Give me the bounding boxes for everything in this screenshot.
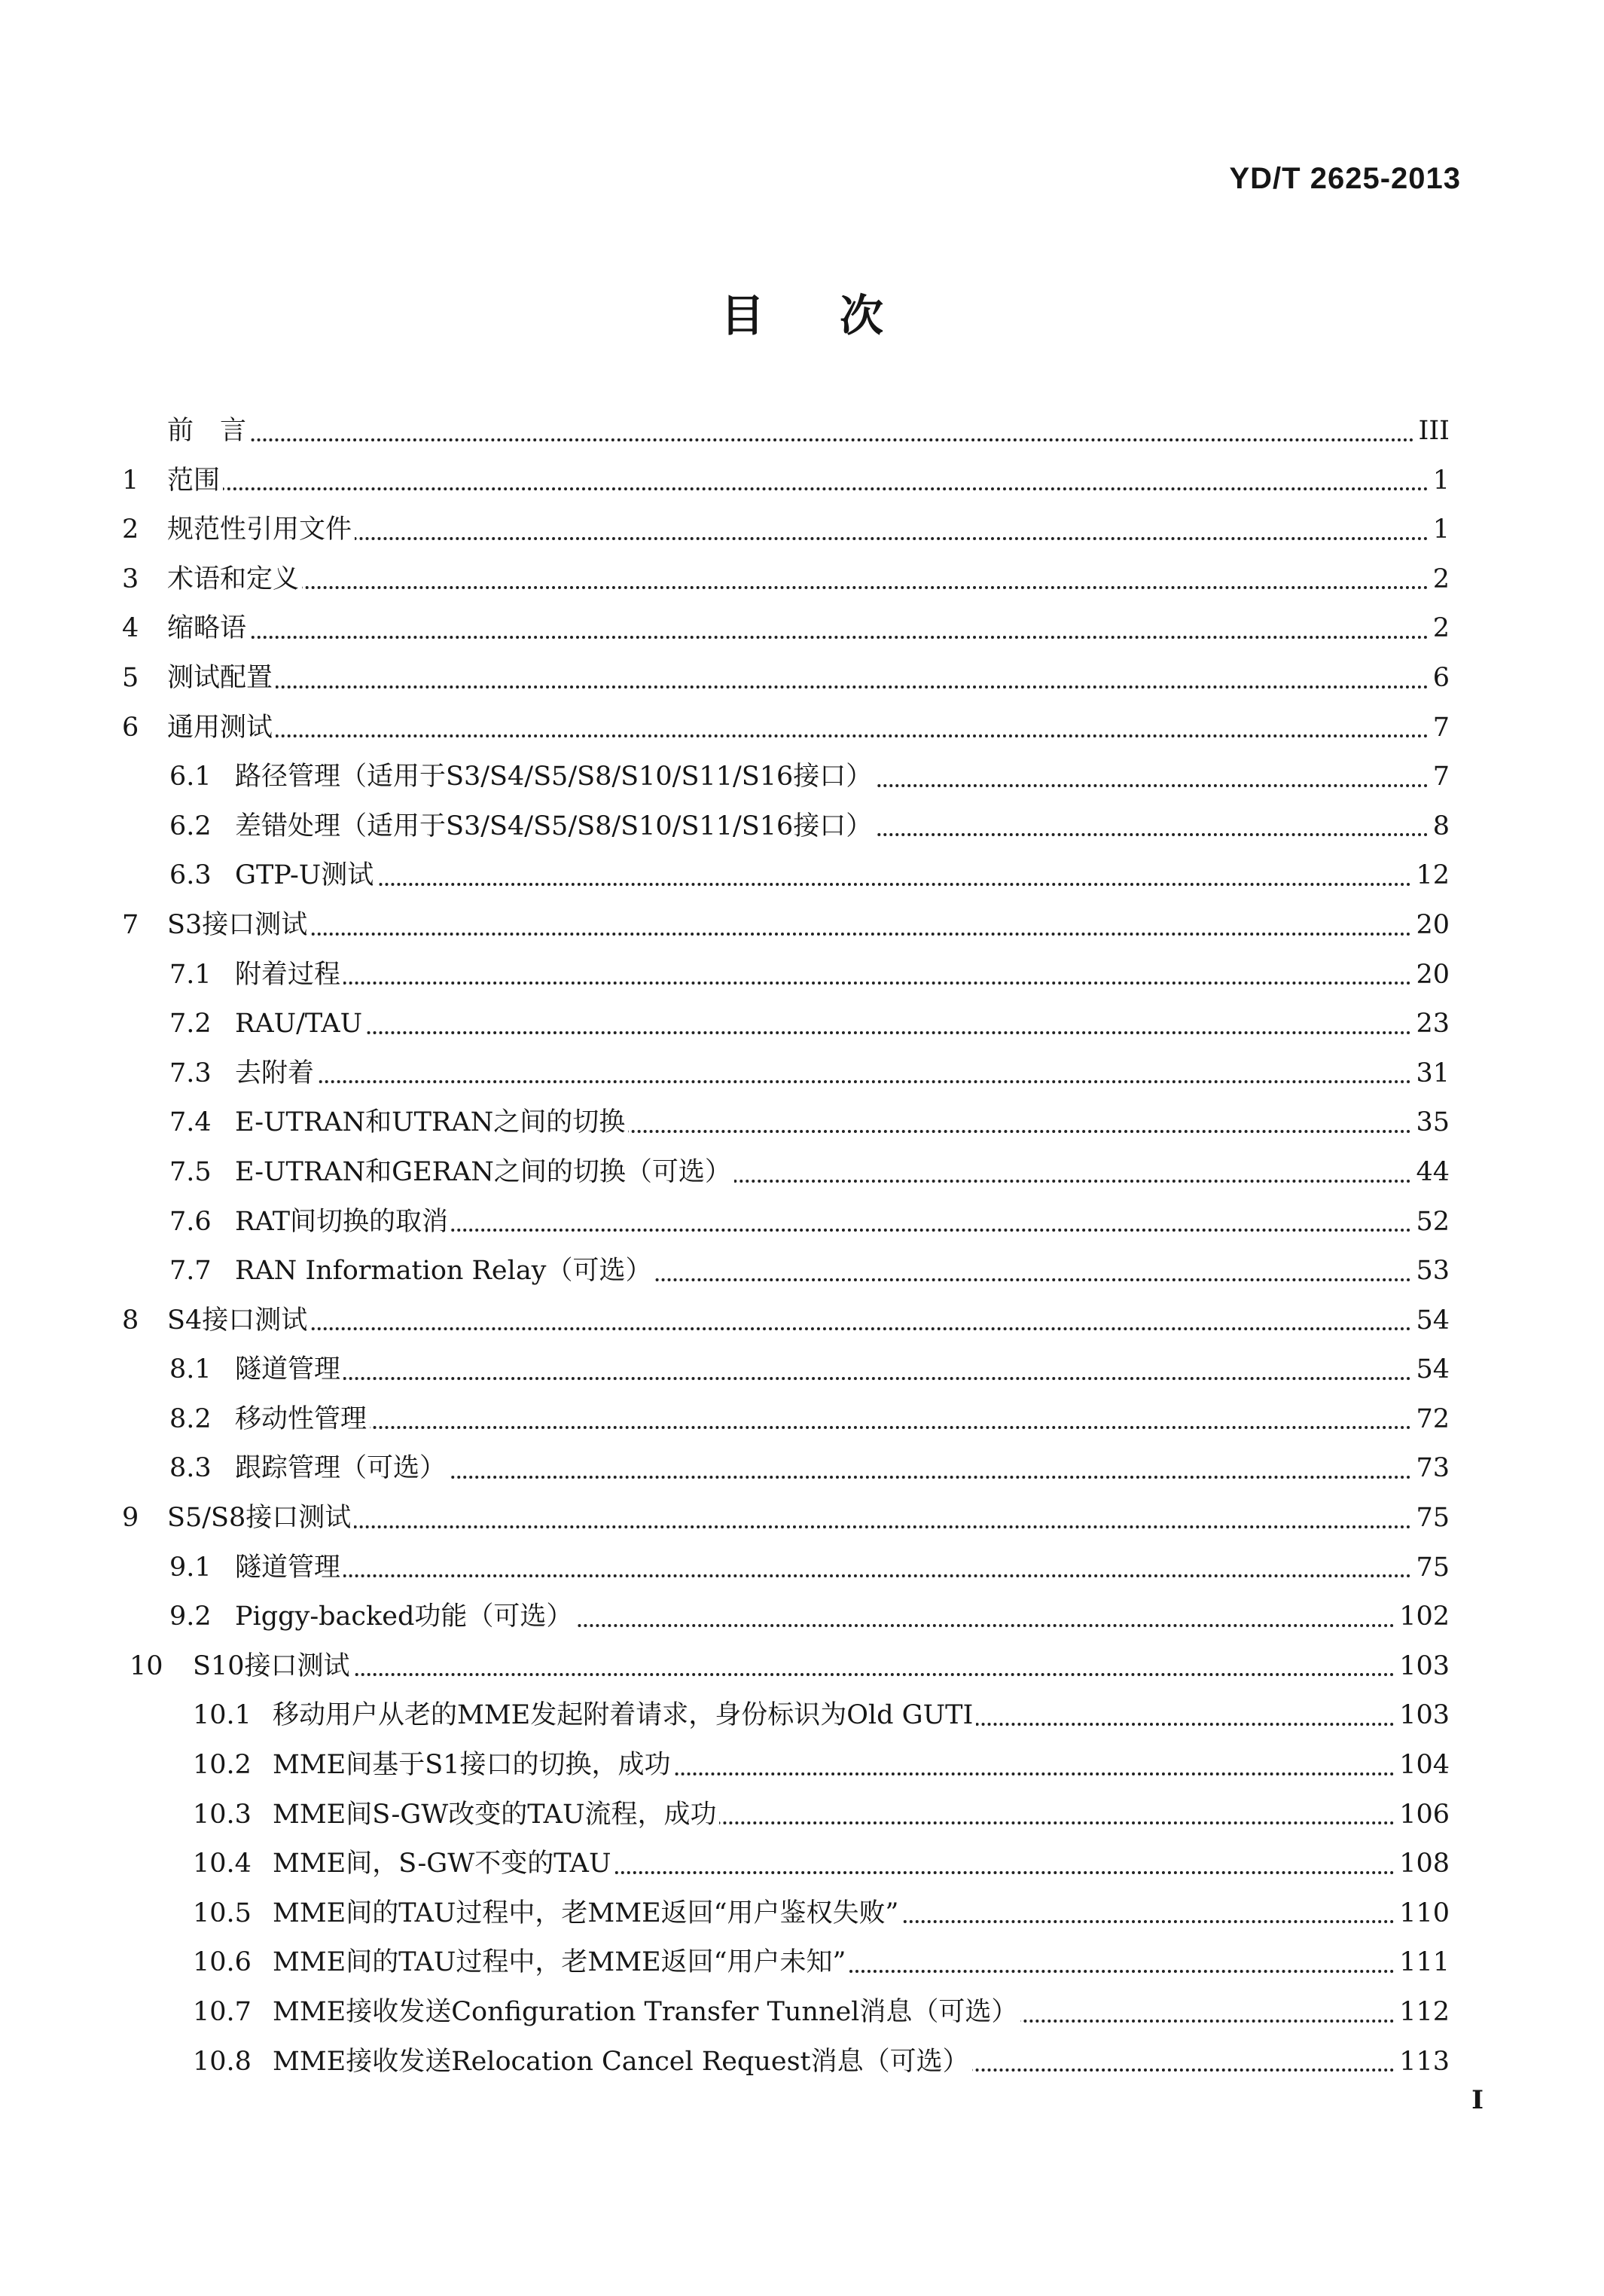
toc-entry-label: 缩略语 [167,613,249,643]
toc-entry-leader [167,901,1411,951]
toc-entry[interactable] [0,1049,1604,1099]
toc-entry-label: 差错处理（适用于S3/S4/S5/S8/S10/S11/S16接口） [235,811,875,841]
dot-leader [235,1080,1411,1083]
dot-leader [235,883,1411,886]
toc-entry-leader [235,1395,1411,1445]
toc-entry-number: 6 [122,712,139,743]
toc-entry-page: 20 [1413,951,1450,1000]
toc-entry-page: 7 [1430,704,1450,753]
toc-entry-page: 75 [1413,1543,1450,1593]
toc-entry-number: 9 [122,1503,139,1534]
toc-entry-number: 10.5 [193,1898,252,1928]
toc-entry-leader [273,1988,1395,2038]
toc-entry-label: S5/S8接口测试 [167,1503,354,1533]
toc-entry-page: 20 [1413,901,1450,951]
dot-leader [167,586,1429,589]
toc-entry-leader [235,1049,1411,1099]
toc-entry-leader [273,1791,1395,1840]
toc-entry-number: 5 [122,662,139,693]
toc-entry[interactable] [0,2038,1604,2087]
toc-entry-leader [273,1691,1395,1741]
toc-entry-leader [235,1444,1411,1494]
toc-entry[interactable] [0,851,1604,901]
toc-entry-label: E-UTRAN和UTRAN之间的切换 [235,1107,628,1137]
toc-entry-label: MME间，S-GW不变的TAU [273,1849,614,1879]
dot-leader [167,438,1414,441]
toc-entry-page: 103 [1396,1691,1450,1741]
toc-entry-number: 6.2 [169,811,212,841]
toc-entry-label: 移动用户从老的MME发起附着请求，身份标识为Old GUTI [273,1700,976,1730]
toc-entry-page: 110 [1396,1889,1450,1939]
toc-entry[interactable] [0,1988,1604,2038]
toc-entry-number: 7.5 [169,1156,212,1187]
standard-code: YD/T 2625-2013 [1229,162,1461,195]
toc-entry[interactable] [0,1395,1604,1445]
toc-entry[interactable] [0,604,1604,654]
toc-entry[interactable] [0,456,1604,506]
toc-entry[interactable] [0,1840,1604,1889]
toc-entry-number: 7.6 [169,1206,212,1237]
dot-leader [235,982,1411,985]
toc-entry[interactable] [0,1000,1604,1049]
dot-leader [167,685,1429,688]
toc-entry[interactable] [0,1247,1604,1296]
toc-entry-page: 73 [1413,1444,1450,1494]
toc-entry-label: 规范性引用文件 [167,514,355,545]
toc-entry-leader [235,1247,1411,1296]
toc-entry[interactable] [0,951,1604,1000]
toc-entry-page: 72 [1413,1395,1450,1445]
toc-entry-page: 113 [1396,2038,1450,2087]
toc-entry-page: 31 [1413,1049,1450,1099]
toc-entry-label: 附着过程 [235,960,343,990]
toc-entry[interactable] [0,1198,1604,1247]
toc-entry-page: 108 [1396,1840,1450,1889]
toc-entry-label: GTP-U测试 [235,860,377,890]
toc-entry-leader [235,951,1411,1000]
toc-entry[interactable] [0,1345,1604,1395]
toc-entry-number: 8.2 [169,1403,212,1434]
toc-entry-leader [235,1345,1411,1395]
toc-entry-number: 10.7 [193,1997,252,2027]
toc-entry-label: 通用测试 [167,713,276,743]
toc-entry-page: 1 [1430,505,1450,555]
toc-entry-label: MME间S-GW改变的TAU流程，成功 [273,1800,719,1830]
toc-entry-number: 7.1 [169,959,212,990]
toc-entry-number: 9.1 [169,1552,212,1583]
toc-entry-label: 术语和定义 [167,564,302,594]
toc-entry-number: 8.3 [169,1453,212,1484]
toc-entry-label: 测试配置 [167,663,276,693]
toc-entry-leader [235,1592,1395,1642]
toc-entry-page: 54 [1413,1296,1450,1346]
toc-entry[interactable] [0,1148,1604,1198]
toc-entry-number: 10.6 [193,1947,252,1978]
toc-entry-number: 10 [130,1650,163,1681]
toc-entry-label: RAU/TAU [235,1009,365,1039]
toc-entry-number: 8.1 [169,1354,212,1385]
toc-entry-leader [167,1296,1411,1346]
toc-entry-page: 53 [1413,1247,1450,1296]
toc-entry-number: 7.3 [169,1058,212,1088]
toc-entry-leader [235,1000,1411,1049]
toc-entry-leader [235,1098,1411,1148]
toc-entry[interactable] [0,901,1604,951]
toc-entry-number: 9.2 [169,1601,212,1632]
toc-entry-label: 隧道管理 [235,1553,343,1583]
toc-entry-page: 35 [1413,1098,1450,1148]
toc-entry-page: 111 [1396,1938,1450,1988]
toc-entry-leader [167,505,1429,555]
toc-entry-page: 1 [1430,456,1450,506]
toc-entry-label: MME间基于S1接口的切换，成功 [273,1750,673,1780]
dot-leader [235,1377,1411,1380]
toc-entry[interactable] [0,1296,1604,1346]
toc-entry-label: 范围 [167,466,223,496]
toc-entry-label: S4接口测试 [167,1305,310,1336]
toc-entry-page: 23 [1413,1000,1450,1049]
toc-entry-number: 10.1 [193,1700,252,1731]
page-number: I [1471,2085,1484,2115]
toc-entry-label: 隧道管理 [235,1354,343,1385]
toc-entry-leader [167,555,1429,605]
toc-entry[interactable] [0,1938,1604,1988]
toc-entry-number: 7.4 [169,1107,212,1138]
toc-entry-label: S3接口测试 [167,910,310,940]
toc-entry-page: 103 [1396,1642,1450,1692]
dot-leader [167,537,1429,540]
toc-entry-leader [167,1494,1411,1543]
toc-entry[interactable] [0,1741,1604,1791]
toc-entry-leader [235,753,1429,802]
toc-entry-leader [193,1642,1395,1692]
toc-entry[interactable] [0,407,1604,456]
dot-leader [235,1574,1411,1577]
toc-entry-page: 54 [1413,1345,1450,1395]
toc-entry-leader [167,654,1429,704]
toc-entry-page: 52 [1413,1198,1450,1247]
toc-entry-number: 7.7 [169,1256,212,1287]
toc-entry-page: 8 [1430,802,1450,852]
toc-entry[interactable] [0,505,1604,555]
toc-entry-page: 7 [1430,753,1450,802]
toc-entry[interactable] [0,654,1604,704]
toc-entry[interactable] [0,802,1604,852]
toc-entry[interactable] [0,1642,1604,1692]
toc-entry-leader [167,407,1414,456]
dot-leader [167,636,1429,639]
toc-entry-leader [235,1543,1411,1593]
toc-entry[interactable] [0,1543,1604,1593]
toc-entry-number: 4 [122,613,139,644]
toc-entry-leader [167,456,1429,506]
dot-leader [167,1327,1411,1330]
toc-entry-number: 10.3 [193,1799,252,1830]
toc-entry-leader [273,1889,1395,1939]
toc-entry[interactable] [0,1791,1604,1840]
toc-entry-number: 10.8 [193,2046,252,2077]
toc-entry-label: Piggy-backed功能（可选） [235,1601,575,1632]
toc-entry-number: 7.2 [169,1009,212,1040]
toc-entry-number: 6.3 [169,860,212,891]
toc-entry-label: 去附着 [235,1058,317,1088]
dot-leader [235,1426,1411,1429]
toc-entry-page: 75 [1413,1494,1450,1543]
toc-entry-page: 2 [1430,555,1450,605]
dot-leader [167,933,1411,936]
toc-entry-leader [273,1938,1395,1988]
toc-entry-leader [273,1840,1395,1889]
toc-entry-leader [235,851,1411,901]
toc-entry-label: 路径管理（适用于S3/S4/S5/S8/S10/S11/S16接口） [235,762,875,792]
toc-entry-label: 移动性管理 [235,1404,370,1434]
toc-entry-label: MME接收发送Configuration Transfer Tunnel消息（可选） [273,1997,1020,2027]
toc-entry-leader [235,1148,1411,1198]
toc-entry-number: 3 [122,563,139,594]
toc-entry-leader [235,1198,1411,1247]
toc-entry-number: 10.4 [193,1849,252,1879]
dot-leader [167,734,1429,737]
toc-entry-label: E-UTRAN和GERAN之间的切换（可选） [235,1157,734,1187]
toc-entry[interactable] [0,555,1604,605]
dot-leader [235,1031,1411,1034]
toc-entry-page: 102 [1396,1592,1450,1642]
toc-entry[interactable] [0,1691,1604,1741]
toc-entry-number: 1 [122,465,139,496]
toc-entry-page: 44 [1413,1148,1450,1198]
page-title: 目次 [720,290,959,341]
toc-entry-page: 112 [1396,1988,1450,2038]
toc-entry[interactable] [0,1098,1604,1148]
toc-entry-number: 7 [122,909,139,940]
toc-entry-label: MME接收发送Relocation Cancel Request消息（可选） [273,2047,972,2077]
toc-entry-label: S10接口测试 [193,1651,353,1681]
toc-entry-leader [273,1741,1395,1791]
toc-entry[interactable] [0,1592,1604,1642]
toc-entry-page: 6 [1430,654,1450,704]
toc-entry-number: 6.1 [169,762,212,792]
toc-entry-leader [235,802,1429,852]
toc-entry-label: MME间的TAU过程中，老MME返回“用户鉴权失败” [273,1898,901,1928]
toc-entry-page: 104 [1396,1741,1450,1791]
toc-entry-label: RAN Information Relay（可选） [235,1256,654,1286]
toc-entry[interactable] [0,1494,1604,1543]
toc-entry-page: 12 [1413,851,1450,901]
toc-entry-page: 2 [1430,604,1450,654]
toc-entry-number: 10.2 [193,1750,252,1781]
toc-entry-leader [273,2038,1395,2087]
toc-entry[interactable] [0,704,1604,753]
table-of-contents [0,407,1604,2087]
toc-entry-label: 前 言 [167,416,249,446]
toc-entry-page: 106 [1396,1791,1450,1840]
toc-entry-number: 2 [122,514,139,545]
toc-entry[interactable] [0,1444,1604,1494]
toc-entry-label: MME间的TAU过程中，老MME返回“用户未知” [273,1947,849,1977]
toc-entry-leader [167,704,1429,753]
toc-entry[interactable] [0,753,1604,802]
dot-leader [167,487,1429,490]
toc-entry-page: III [1416,407,1450,456]
toc-entry[interactable] [0,1889,1604,1939]
toc-entry-label: 跟踪管理（可选） [235,1453,449,1483]
dot-leader [193,1673,1395,1676]
toc-entry-number: 8 [122,1305,139,1336]
toc-entry-label: RAT间切换的取消 [235,1207,451,1237]
toc-entry-leader [167,604,1429,654]
